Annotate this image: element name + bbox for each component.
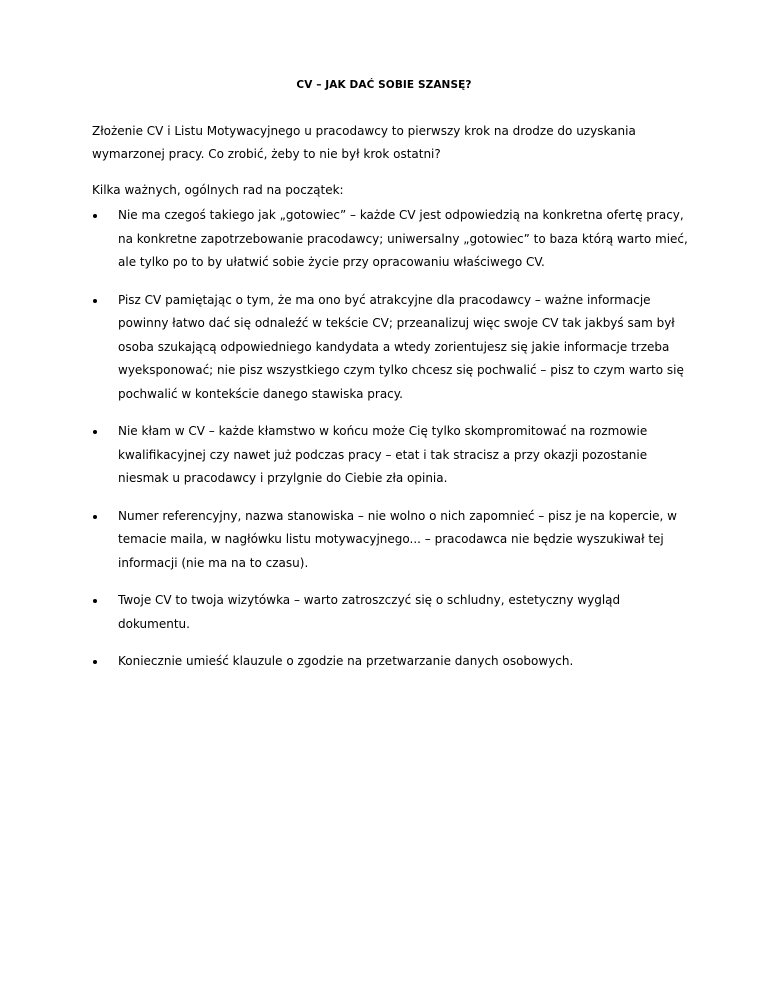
list-item-text: Numer referencyjny, nazwa stanowiska – nie wolno o nich zapomnieć – pisz je na kopercie, w temacie maila, w nagłówku listu motywacyjnego... – pracodawca nie będzie wyszukiwał tej informacji (nie ma na to czasu). bbox=[118, 508, 677, 570]
list-item-text: Nie kłam w CV – każde kłamstwo w końcu może Cię tylko skompromitować na rozmowie kwalifikacyjnej czy nawet już podczas pracy – etat i tak stracisz a przy okazji pozostanie niesmak u pracodawcy i przylgnie do Ciebie zła opinia. bbox=[118, 424, 648, 485]
list-item bbox=[92, 204, 690, 275]
bullet-icon bbox=[93, 515, 97, 519]
advice-list bbox=[92, 204, 690, 688]
bullet-icon bbox=[93, 599, 97, 603]
list-item bbox=[92, 289, 690, 407]
bullet-icon bbox=[93, 430, 97, 434]
bullet-icon bbox=[93, 660, 97, 664]
intro-paragraph: Złożenie CV i Listu Motywacyjnego u pracodawcy to pierwszy krok na drodze do uzyskania wymarzonej pracy. Co zrobić, żeby to nie był krok ostatni? bbox=[92, 124, 636, 161]
list-item bbox=[92, 650, 690, 674]
list-item-text: Nie ma czegoś takiego jak „gotowiec” – każde CV jest odpowiedzią na konkretna ofertę pracy, na konkretne zapotrzebowanie pracodawcy; uniwersalny „gotowiec” to baza którą warto mieć, ale tylko po to by ułatwić sobie życie przy opracowaniu właściwego CV. bbox=[118, 208, 688, 269]
list-item-text: Pisz CV pamiętając o tym, że ma ono być atrakcyjne dla pracodawcy – ważne informacje powinny łatwo dać się odnaleźć w tekście CV; przeanalizuj więc swoje CV tak jakbyś sam był osoba szukającą odpowiedniego kandydata a wtedy zorientujesz się jakie informacje trzeba wyeksponować; nie pisz wszystkiego czym tylko chcesz się pochwalić – pisz to czym warto się pochwalić w kontekście danego stawiska pracy. bbox=[118, 292, 684, 401]
list-item bbox=[92, 589, 690, 636]
list-item-text: Koniecznie umieść klauzule o zgodzie na przetwarzanie danych osobowych. bbox=[118, 654, 574, 668]
list-item-text: Twoje CV to twoja wizytówka – warto zatroszczyć się o schludny, estetyczny wygląd dokumentu. bbox=[118, 593, 621, 631]
list-item bbox=[92, 505, 690, 576]
page-title: CV – JAK DAĆ SOBIE SZANSĘ? bbox=[296, 79, 472, 91]
bullet-icon bbox=[93, 299, 97, 303]
lead-paragraph: Kilka ważnych, ogólnych rad na początek: bbox=[92, 183, 344, 197]
list-item bbox=[92, 420, 690, 491]
bullet-icon bbox=[93, 214, 97, 218]
